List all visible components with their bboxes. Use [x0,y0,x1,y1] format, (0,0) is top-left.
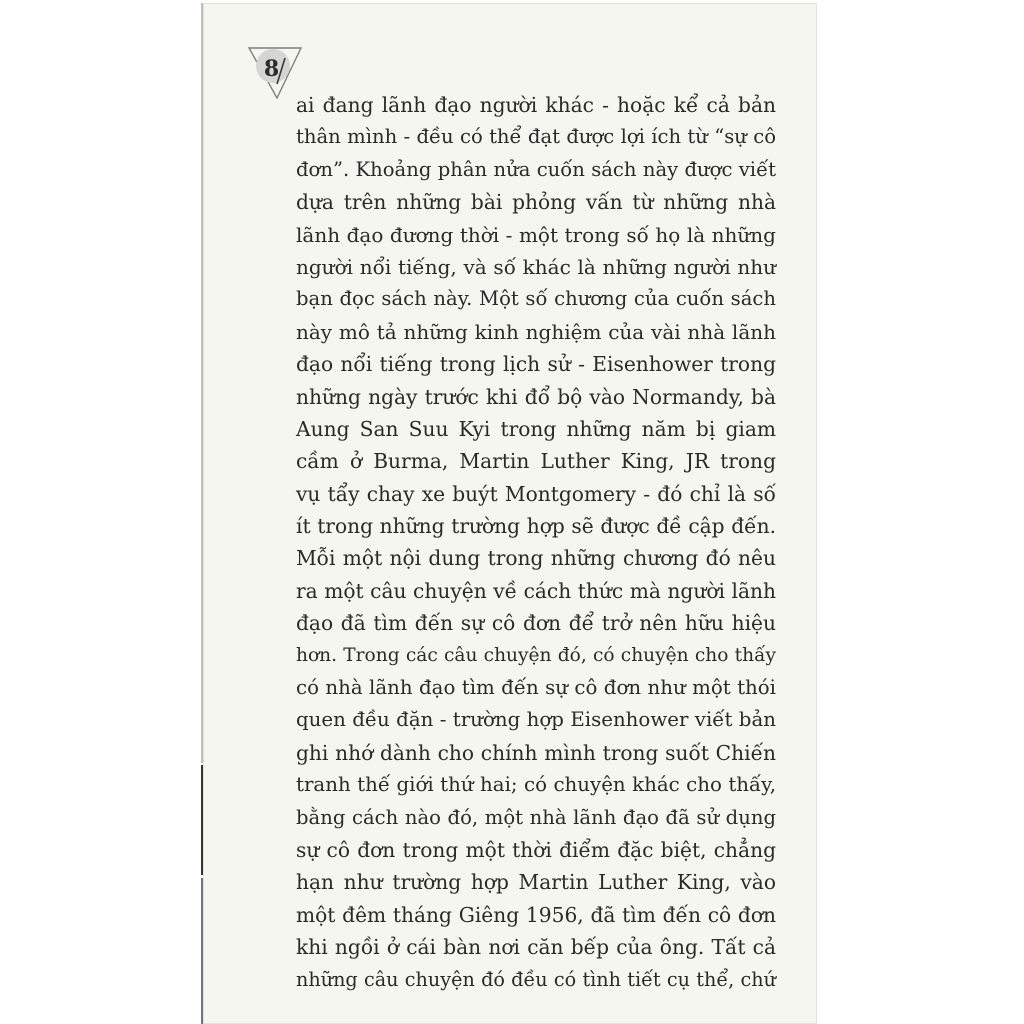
text-line: hơn. Trong các câu chuyện đó, có chuyện cho thấy [296,644,776,666]
body-text [296,89,776,996]
text-line: đơn”. Khoảng phân nửa cuốn sách này được viết [296,157,776,181]
text-line: ai đang lãnh đạo người khác - hoặc kể cả bản [296,93,776,117]
text-line: sự cô đơn trong một thời điểm đặc biệt, chẳng [296,837,776,862]
text-line: Mỗi một nội dung trong những chương đó nêu [296,546,776,571]
text-line: ra một câu chuyện về cách thức mà người lãnh [296,578,776,603]
text-line: khi ngồi ở cái bàn nơi căn bếp của ông. Tất cả [296,935,776,960]
text-line: những câu chuyện đó đều có tình tiết cụ thể, chứ [296,967,776,991]
text-line: những ngày trước khi đổ bộ vào Normandy, bà [296,384,776,409]
page-number: 8 [263,56,279,82]
text-line: dựa trên những bài phỏng vấn từ những nhà [296,190,776,215]
text-line: Aung San Suu Kyi trong những năm bị giam [296,416,776,441]
text-line: đạo nổi tiếng trong lịch sử - Eisenhower trong [296,352,776,377]
text-line: ghi nhớ dành cho chính mình trong suốt Chiến [296,740,776,765]
text-line: cầm ở Burma, Martin Luther King, JR trong [296,449,776,474]
text-line: người nổi tiếng, và số khác là những người như [296,254,776,279]
text-line: có nhà lãnh đạo tìm đến sự cô đơn như một thói [296,676,776,700]
text-line: một đêm tháng Giêng 1956, đã tìm đến cô đơn [296,902,776,927]
text-line: bạn đọc sách này. Một số chương của cuốn sách [296,287,776,311]
text-line: này mô tả những kinh nghiệm của vài nhà lãnh [296,319,776,344]
text-line: vụ tẩy chay xe buýt Montgomery - đó chỉ là số [296,481,776,506]
text-line: quen đều đặn - trường hợp Eisenhower viết bản [296,708,776,732]
text-line: tranh thế giới thứ hai; có chuyện khác cho thấy, [296,773,776,797]
text-line: hạn như trường hợp Martin Luther King, vào [296,870,776,895]
text-line: đạo đã tìm đến sự cô đơn để trở nên hữu hiệu [296,611,776,636]
text-line: lãnh đạo đương thời - một trong số họ là những [296,222,776,247]
text-line: bằng cách nào đó, một nhà lãnh đạo đã sử dụng [296,805,776,829]
text-line: thân mình - đều có thể đạt được lợi ích từ “sự cô [296,125,776,149]
text-line: ít trong những trường hợp sẽ được đề cập đến. [296,514,776,539]
